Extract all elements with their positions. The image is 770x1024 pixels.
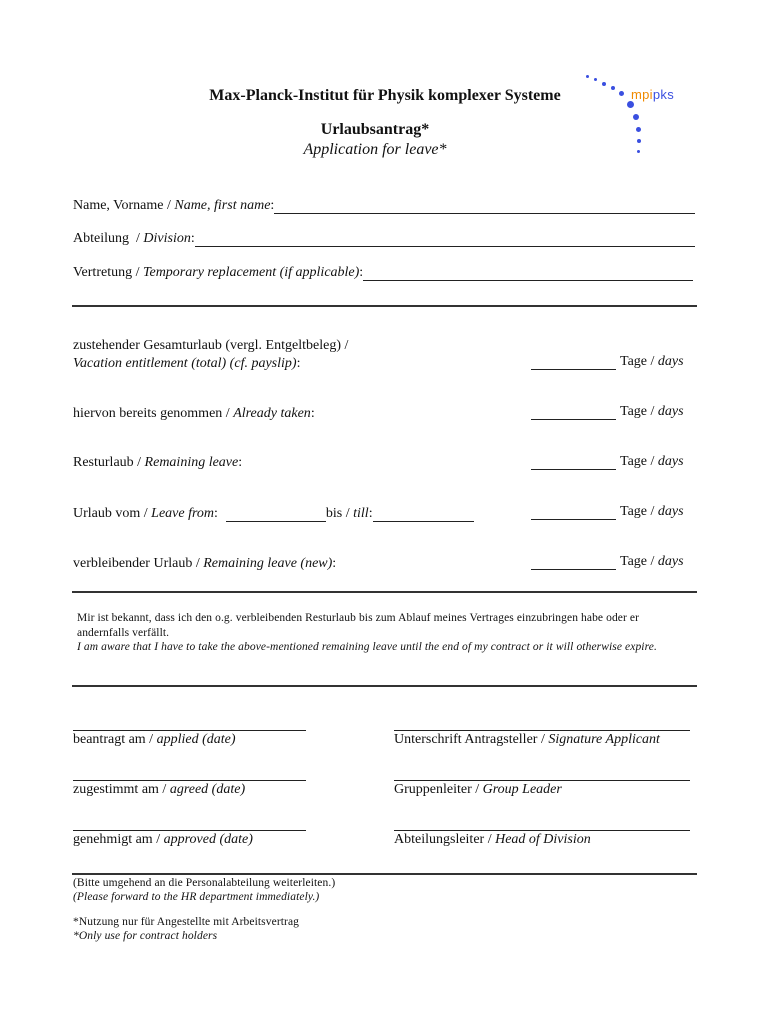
- name-colon: :: [270, 198, 275, 213]
- logo-dot: [586, 75, 589, 78]
- taken-label-row: [73, 406, 315, 422]
- days-leave-period: [531, 504, 684, 520]
- days-label-de: Tage /: [620, 554, 658, 569]
- approved-label-de: genehmigt am /: [73, 832, 164, 847]
- days-remaining-input[interactable]: [531, 455, 616, 470]
- till-label-de: bis /: [325, 506, 354, 521]
- taken-colon: :: [310, 406, 315, 421]
- approved-label-en: approved (date): [163, 832, 253, 847]
- leave-till-input[interactable]: [373, 507, 474, 522]
- from-colon: :: [214, 506, 218, 521]
- days-leave-period-input[interactable]: [531, 505, 616, 520]
- from-label-de: Urlaub vom /: [73, 506, 152, 521]
- divider: [72, 685, 697, 687]
- till-label-en: till: [353, 506, 369, 521]
- forward-note-en: (Please forward to the HR department immediately.): [73, 891, 320, 903]
- remaining-new-label-en: Remaining leave (new): [203, 556, 333, 571]
- remaining-new-label-de: verbleibender Urlaub /: [73, 556, 204, 571]
- days-label-en: days: [657, 354, 684, 369]
- days-entitlement: [531, 354, 684, 370]
- days-label-en: days: [657, 454, 684, 469]
- applied-label-de: beantragt am /: [73, 732, 157, 747]
- head-of-division-signature-line[interactable]: [394, 830, 690, 831]
- days-label-de: Tage /: [620, 404, 658, 419]
- replacement-label-de: Vertretung /: [73, 265, 143, 280]
- taken-label-de: hiervon bereits genommen /: [73, 406, 234, 421]
- division-label-en: Division: [143, 231, 191, 246]
- applied-date-line[interactable]: [73, 730, 306, 731]
- division-field-row: [73, 231, 695, 247]
- days-label-de: Tage /: [620, 454, 658, 469]
- form-title-en: Application for leave*: [303, 141, 447, 158]
- days-remaining: [531, 454, 684, 470]
- remaining-colon: :: [238, 455, 243, 470]
- days-label-de: Tage /: [620, 504, 658, 519]
- entitlement-label-en-row: [73, 356, 300, 372]
- head-label-en: Head of Division: [495, 832, 591, 847]
- days-label-en: days: [657, 554, 684, 569]
- days-taken-input[interactable]: [531, 405, 616, 420]
- division-colon: :: [190, 231, 195, 246]
- entitlement-colon: :: [296, 356, 301, 371]
- days-label-en: days: [657, 404, 684, 419]
- logo-dot: [633, 114, 639, 120]
- remaining-label-row: [73, 455, 242, 471]
- taken-label-en: Already taken: [233, 406, 311, 421]
- days-remaining-new-input[interactable]: [531, 555, 616, 570]
- remaining-new-colon: :: [332, 556, 337, 571]
- till-colon: :: [368, 506, 373, 521]
- group-label-en: Group Leader: [482, 782, 562, 797]
- leave-period-row: [73, 506, 474, 522]
- remaining-label-de: Resturlaub /: [73, 455, 145, 470]
- logo-text-mpi: mpi: [631, 87, 653, 102]
- usage-note-de: *Nutzung nur für Angestellte mit Arbeitsvertrag: [73, 916, 300, 928]
- days-label-de: Tage /: [620, 354, 658, 369]
- applicant-label-de: Unterschrift Antragsteller /: [394, 732, 549, 747]
- leave-from-input[interactable]: [226, 507, 326, 522]
- agreed-date-label: [73, 782, 245, 798]
- head-of-division-label: [394, 832, 591, 848]
- entitlement-label-en: Vacation entitlement (total) (cf. payslip): [73, 356, 297, 371]
- institute-title: Max-Planck-Institut für Physik komplexer Systeme: [209, 87, 561, 104]
- agreed-date-line[interactable]: [73, 780, 306, 781]
- usage-note-en: *Only use for contract holders: [73, 930, 218, 942]
- from-label-en: Leave from: [151, 506, 215, 521]
- name-label-de: Name, Vorname /: [73, 198, 175, 213]
- notice-de: Mir ist bekannt, dass ich den o.g. verbleibenden Resturlaub bis zum Ablauf meines Vertrages einzubringen habe oder er andernfalls verfällt.: [77, 612, 640, 639]
- name-field-row: [73, 198, 695, 214]
- replacement-field-row: [73, 265, 693, 281]
- applied-date-label: [73, 732, 236, 748]
- group-leader-signature-line[interactable]: [394, 780, 690, 781]
- agreed-label-en: agreed (date): [169, 782, 246, 797]
- replacement-input[interactable]: [363, 266, 693, 281]
- entitlement-label-de: zustehender Gesamturlaub (vergl. Entgeltbeleg) /: [73, 338, 349, 353]
- agreed-label-de: zugestimmt am /: [73, 782, 170, 797]
- name-label-en: Name, first name: [174, 198, 271, 213]
- name-input[interactable]: [274, 199, 695, 214]
- logo-dot: [594, 78, 597, 81]
- applicant-signature-label: [394, 732, 660, 748]
- replacement-label-en: Temporary replacement (if applicable): [142, 265, 360, 280]
- divider: [72, 305, 697, 307]
- group-label-de: Gruppenleiter /: [394, 782, 483, 797]
- forward-note-de: (Bitte umgehend an die Personalabteilung weiterleiten.): [73, 877, 336, 889]
- days-remaining-new: [531, 554, 684, 570]
- remaining-label-en: Remaining leave: [144, 455, 239, 470]
- division-label-de: Abteilung /: [73, 231, 144, 246]
- remaining-new-label-row: [73, 556, 336, 572]
- replacement-colon: :: [359, 265, 364, 280]
- days-entitlement-input[interactable]: [531, 355, 616, 370]
- logo-text-pks: pks: [652, 87, 674, 102]
- divider: [72, 591, 697, 593]
- days-label-en: days: [657, 504, 684, 519]
- days-taken: [531, 404, 684, 420]
- division-input[interactable]: [195, 232, 695, 247]
- approved-date-line[interactable]: [73, 830, 306, 831]
- form-title-de: Urlaubsantrag*: [320, 121, 430, 138]
- head-label-de: Abteilungsleiter /: [394, 832, 496, 847]
- notice-en: I am aware that I have to take the above-mentioned remaining leave until the end of my contract or it will otherwise expire.: [77, 641, 657, 653]
- divider: [72, 873, 697, 875]
- applied-label-en: applied (date): [156, 732, 236, 747]
- applicant-signature-line[interactable]: [394, 730, 690, 731]
- approved-date-label: [73, 832, 253, 848]
- logo-dot: [602, 82, 606, 86]
- applicant-label-en: Signature Applicant: [548, 732, 660, 747]
- group-leader-label: [394, 782, 562, 798]
